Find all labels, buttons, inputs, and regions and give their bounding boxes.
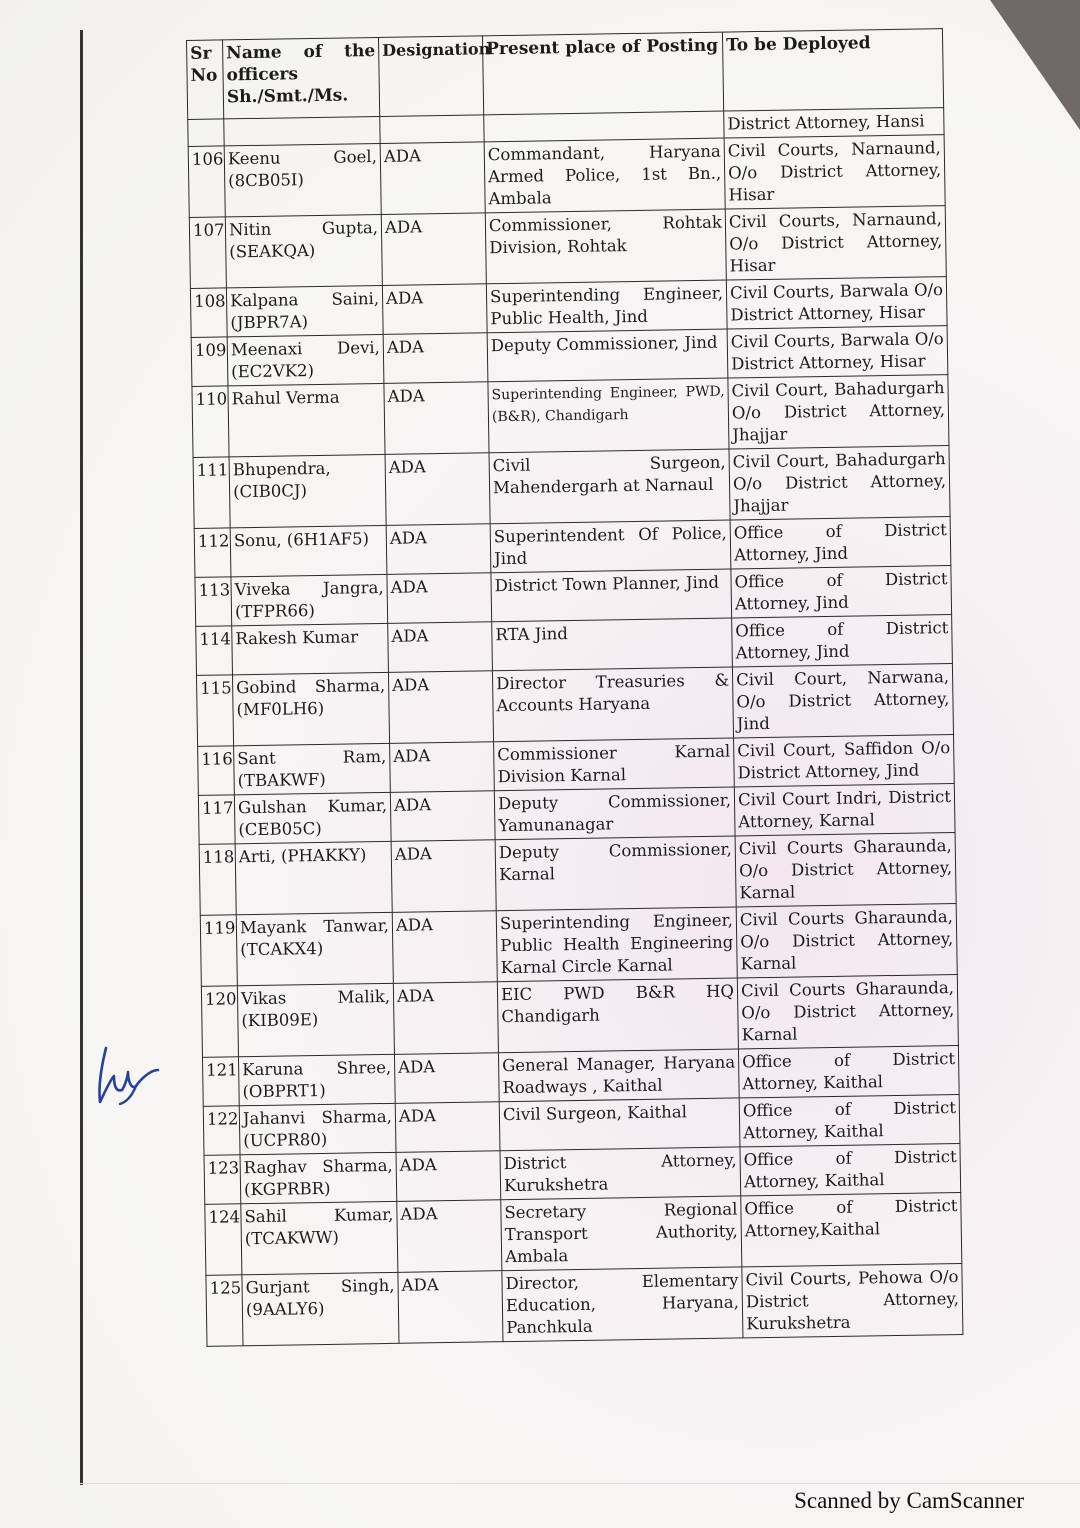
cell-to-be-deployed: Office of District Attorney, Kaithal xyxy=(739,1094,960,1146)
cell-sr-no: 115 xyxy=(196,675,233,747)
cell-designation: ADA xyxy=(396,1151,501,1202)
cell-officer-name: Meenaxi Devi, (EC2VK2) xyxy=(227,334,384,385)
cell-officer-name: Gurjant Singh, (9AALY6) xyxy=(242,1272,399,1345)
cell-officer-name: Karuna Shree, (OBPRT1) xyxy=(238,1054,395,1105)
cell-officer-name: Mayank Tanwar, (TCAKX4) xyxy=(236,912,393,985)
cell-sr-no: 118 xyxy=(199,844,236,916)
cell-to-be-deployed: Office of District Attorney, Kaithal xyxy=(740,1143,961,1195)
cell-present-posting: Commandant, Haryana Armed Police, 1st Bn., Ambala xyxy=(484,138,725,213)
cell-sr-no: 107 xyxy=(189,217,226,289)
cell-officer-name: Keenu Goel, (8CB05I) xyxy=(224,143,381,216)
cell-designation: ADA xyxy=(381,213,486,286)
cell-sr-no: 121 xyxy=(202,1057,239,1107)
cell-present-posting: Civil Surgeon, Kaithal xyxy=(499,1098,740,1151)
cell-to-be-deployed: Civil Court, Bahadurgarh O/o District Attorney, Jhajjar xyxy=(729,446,950,520)
table-row xyxy=(193,446,950,529)
cell-present-posting: Deputy Commissioner, Yamunanagar xyxy=(494,787,735,840)
cell-designation: ADA xyxy=(380,142,485,215)
cell-officer-name: Arti, (PHAKKY) xyxy=(235,841,392,914)
cell-officer-name: Viveka Jangra, (TFPR66) xyxy=(231,574,388,625)
cell-officer-name: Sonu, (6H1AF5) xyxy=(230,525,387,576)
cell-to-be-deployed: Civil Courts, Barwala O/o District Attorney, Hisar xyxy=(726,277,947,329)
cell-to-be-deployed: Office of District Attorney,Kaithal xyxy=(741,1192,962,1266)
header-officer-name: Name of the officers Sh./Smt./Ms. xyxy=(223,37,380,118)
cell-present-posting: Civil Surgeon, Mahendergarh at Narnaul xyxy=(489,449,730,524)
deployment-table-container xyxy=(186,28,962,1347)
subheader-empty xyxy=(188,119,224,147)
table-row xyxy=(205,1192,962,1275)
cell-designation: ADA xyxy=(394,1053,499,1104)
cell-designation: ADA xyxy=(384,382,489,455)
cell-sr-no: 122 xyxy=(203,1106,240,1156)
table-row xyxy=(201,975,958,1058)
cell-designation: ADA xyxy=(393,982,498,1055)
cell-present-posting: Secretary Regional Transport Authority, Ambala xyxy=(501,1196,742,1271)
cell-sr-no: 109 xyxy=(191,337,228,387)
cell-officer-name: Gobind Sharma, (MF0LH6) xyxy=(232,672,389,745)
header-to-be-deployed: To be Deployed xyxy=(722,29,943,111)
cell-officer-name: Vikas Malik, (KIB09E) xyxy=(237,983,394,1056)
scanner-watermark: Scanned by CamScanner xyxy=(794,1488,1024,1513)
cell-designation: ADA xyxy=(397,1200,502,1273)
cell-present-posting: General Manager, Haryana Roadways , Kaithal xyxy=(498,1049,739,1102)
cell-sr-no: 117 xyxy=(198,795,235,845)
subheader-empty xyxy=(484,111,724,142)
cell-sr-no: 110 xyxy=(192,386,229,458)
cell-sr-no: 119 xyxy=(200,915,237,987)
cell-sr-no: 111 xyxy=(193,457,230,529)
cell-to-be-deployed: Civil Court, Narwana, O/o District Attorney, Jind xyxy=(732,664,953,738)
cell-designation: ADA xyxy=(395,1102,500,1153)
cell-designation: ADA xyxy=(385,453,490,526)
cell-present-posting: EIC PWD B&R HQ Chandigarh xyxy=(497,978,738,1053)
header-sr-no: Sr No xyxy=(187,40,224,120)
page-bottom-edge xyxy=(80,1483,1080,1484)
cell-present-posting: RTA Jind xyxy=(492,618,733,671)
cell-to-be-deployed: Civil Courts Gharaunda, O/o District Attorney, Karnal xyxy=(737,975,958,1049)
cell-officer-name: Sahil Kumar, (TCAKWW) xyxy=(241,1201,398,1274)
cell-to-be-deployed: Civil Courts Gharaunda, O/o District Attorney, Karnal xyxy=(736,904,957,978)
cell-sr-no: 106 xyxy=(188,146,225,218)
cell-designation: ADA xyxy=(391,840,496,913)
subheader-deploy-location: District Attorney, Hansi xyxy=(724,108,944,138)
table-row xyxy=(189,206,946,289)
cell-sr-no: 114 xyxy=(196,626,233,676)
cell-designation: ADA xyxy=(390,791,495,842)
cell-sr-no: 108 xyxy=(190,288,227,338)
cell-to-be-deployed: Office of District Attorney, Jind xyxy=(731,566,952,618)
cell-to-be-deployed: Office of District Attorney, Jind xyxy=(732,615,953,667)
table-body xyxy=(188,135,963,1347)
cell-designation: ADA xyxy=(382,284,487,335)
cell-present-posting: District Attorney, Kurukshetra xyxy=(500,1147,741,1200)
header-present-posting: Present place of Posting xyxy=(482,32,723,115)
table-row xyxy=(199,833,956,916)
cell-designation: ADA xyxy=(388,622,493,673)
header-designation: Designation xyxy=(378,36,483,117)
cell-to-be-deployed: Civil Court, Bahadurgarh O/o District Attorney, Jhajjar xyxy=(728,375,949,449)
cell-designation: ADA xyxy=(388,671,493,744)
table-row xyxy=(188,135,945,218)
cell-present-posting: Superintending Engineer, Public Health Engineering Karnal Circle Karnal xyxy=(496,907,737,982)
cell-to-be-deployed: Civil Courts Gharaunda, O/o District Attorney, Karnal xyxy=(735,833,956,907)
table-row xyxy=(196,664,953,747)
cell-officer-name: Jahanvi Sharma, (UCPR80) xyxy=(239,1103,396,1154)
table-row xyxy=(192,375,949,458)
deployment-table xyxy=(186,28,963,1347)
cell-designation: ADA xyxy=(383,333,488,384)
cell-present-posting: Superintendent Of Police, Jind xyxy=(490,520,731,573)
cell-to-be-deployed: Civil Court Indri, District Attorney, Karnal xyxy=(734,784,955,836)
cell-sr-no: 116 xyxy=(198,746,235,796)
table-header-row xyxy=(187,29,944,120)
table-row xyxy=(200,904,957,987)
cell-sr-no: 123 xyxy=(204,1155,241,1205)
cell-to-be-deployed: Civil Court, Saffidon O/o District Attorney, Jind xyxy=(734,735,955,787)
cell-sr-no: 112 xyxy=(194,528,231,578)
table-row xyxy=(206,1263,963,1346)
cell-present-posting: Commissioner Karnal Division Karnal xyxy=(494,738,735,791)
cell-officer-name: Rahul Verma xyxy=(228,383,385,456)
cell-present-posting: District Town Planner, Jind xyxy=(491,569,732,622)
page-left-edge xyxy=(80,30,83,1485)
cell-sr-no: 125 xyxy=(206,1275,243,1347)
cell-present-posting: Deputy Commissioner, Karnal xyxy=(495,836,736,911)
cell-to-be-deployed: Office of District Attorney, Kaithal xyxy=(738,1045,959,1097)
cell-designation: ADA xyxy=(390,742,495,793)
cell-designation: ADA xyxy=(387,573,492,624)
cell-designation: ADA xyxy=(398,1271,503,1344)
signature-icon xyxy=(92,1040,164,1112)
cell-present-posting: Commissioner, Rohtak Division, Rohtak xyxy=(485,209,726,284)
cell-to-be-deployed: Civil Courts, Narnaund, O/o District Attorney, Hisar xyxy=(725,206,946,280)
cell-present-posting: Director, Elementary Education, Haryana, Panchkula xyxy=(502,1267,743,1342)
cell-present-posting: Director Treasuries & Accounts Haryana xyxy=(492,667,733,742)
cell-officer-name: Sant Ram, (TBAKWF) xyxy=(234,743,391,794)
cell-sr-no: 120 xyxy=(201,986,238,1058)
subheader-empty xyxy=(224,116,380,145)
cell-officer-name: Rakesh Kumar xyxy=(232,623,389,674)
cell-to-be-deployed: Office of District Attorney, Jind xyxy=(730,517,951,569)
scan-corner-shadow xyxy=(990,0,1080,130)
cell-to-be-deployed: Civil Courts, Barwala O/o District Attorney, Hisar xyxy=(727,326,948,378)
cell-officer-name: Gulshan Kumar, (CEB05C) xyxy=(234,792,391,843)
cell-present-posting: Superintending Engineer, Public Health, Jind xyxy=(486,280,727,333)
cell-officer-name: Kalpana Saini, (JBPR7A) xyxy=(226,285,383,336)
cell-present-posting: Superintending Engineer, PWD, (B&R), Chandigarh xyxy=(488,378,729,453)
cell-sr-no: 113 xyxy=(195,577,232,627)
cell-officer-name: Raghav Sharma, (KGPRBR) xyxy=(240,1152,397,1203)
cell-officer-name: Bhupendra, (CIB0CJ) xyxy=(229,454,386,527)
subheader-empty xyxy=(380,115,484,144)
cell-to-be-deployed: Civil Courts, Narnaund, O/o District Attorney, Hisar xyxy=(724,135,945,209)
cell-designation: ADA xyxy=(392,911,497,984)
cell-present-posting: Deputy Commissioner, Jind xyxy=(487,329,728,382)
cell-officer-name: Nitin Gupta, (SEAKQA) xyxy=(225,214,382,287)
cell-sr-no: 124 xyxy=(205,1204,242,1276)
cell-designation: ADA xyxy=(386,524,491,575)
cell-to-be-deployed: Civil Courts, Pehowa O/o District Attorney, Kurukshetra xyxy=(742,1263,963,1337)
